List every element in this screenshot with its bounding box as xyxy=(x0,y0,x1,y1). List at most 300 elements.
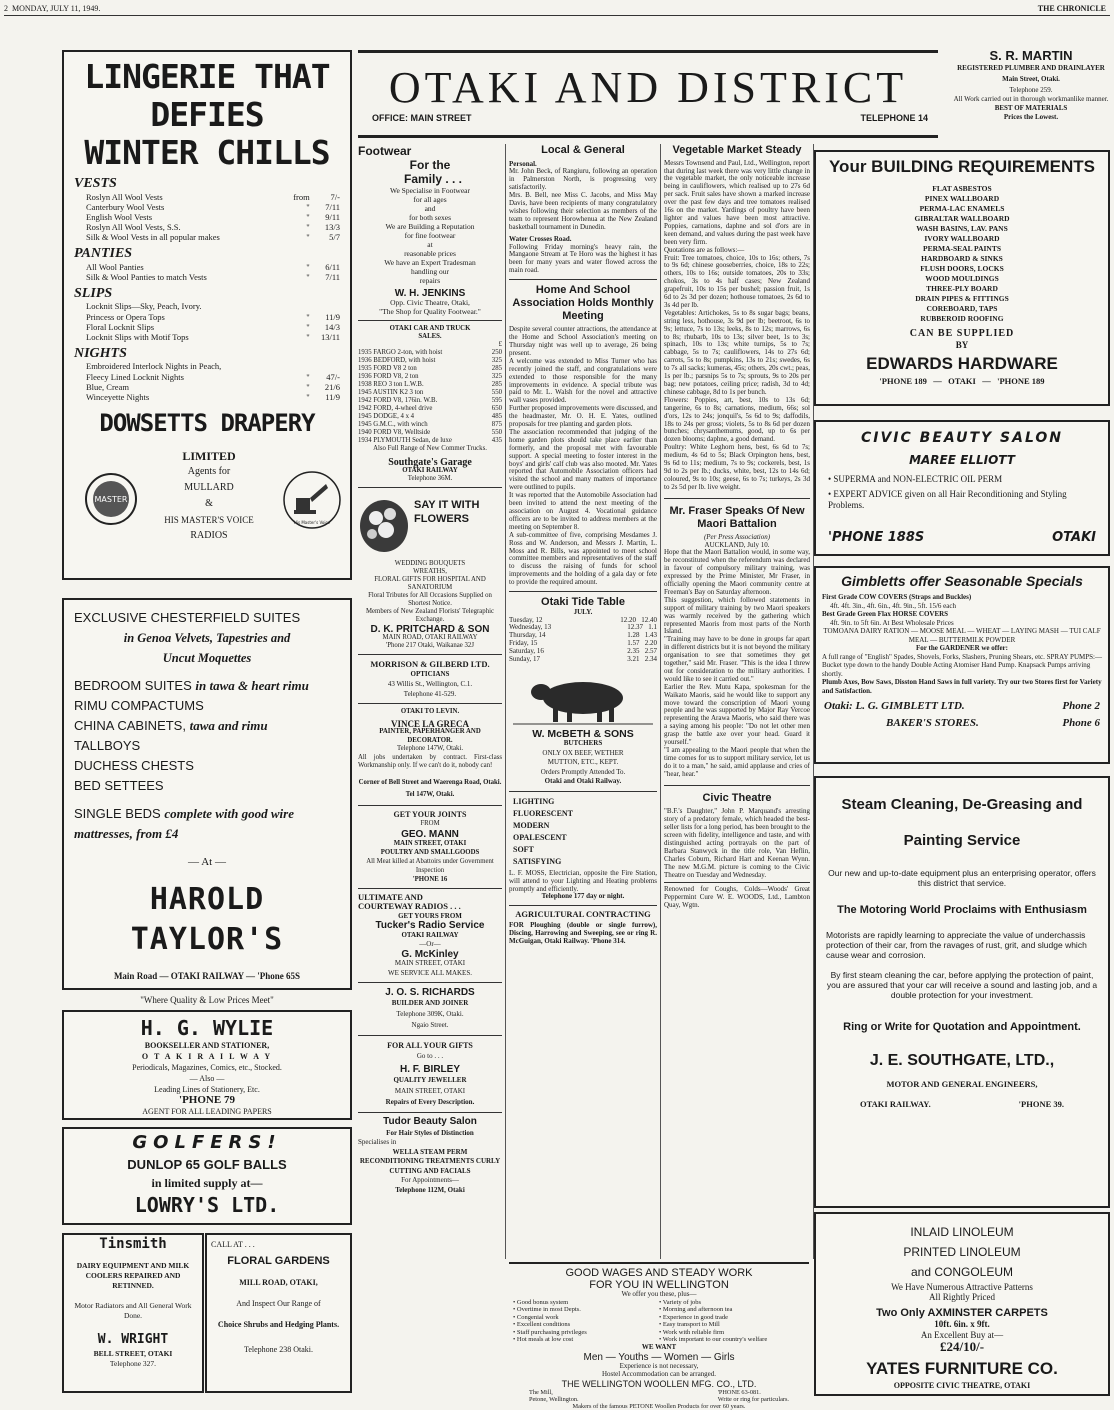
mann-l1: GET YOUR JOINTS xyxy=(393,809,467,819)
building-item: THREE-PLY BOARD xyxy=(926,284,998,293)
fraser-heading: Mr. Fraser Speaks Of New Maori Battalion xyxy=(669,504,805,530)
building-heading: Your BUILDING REQUIREMENTS xyxy=(828,157,1096,176)
tide-pm: 1.43 xyxy=(644,631,657,640)
building-item: FLUSH DOORS, LOCKS xyxy=(920,264,1004,273)
garage-rows xyxy=(358,349,502,445)
wylie-line5: Leading Lines of Stationery, Etc. xyxy=(154,1085,260,1094)
price-row xyxy=(74,212,340,222)
gimblett-l5: TOMOANA DAIRY RATION — MOOSE MEAL — WHEAT — LAYING MASH — TUI CALF MEAL — BUTTERMILK POWDER xyxy=(823,627,1101,644)
yates-l8: An Excellent Buy at— xyxy=(920,1329,1004,1340)
hmv-logo xyxy=(282,470,342,530)
civic-theatre-heading: Civic Theatre xyxy=(702,791,772,804)
beauty-salon-ad xyxy=(814,420,1110,556)
birley-l1: FOR ALL YOUR GIFTS xyxy=(387,1041,473,1050)
jenkins-line: for all ages xyxy=(413,195,447,204)
building-item: COREBOARD, TAPS xyxy=(926,304,998,313)
header-rule xyxy=(4,15,1110,16)
fraser-p1: Hope that the Maori Battalion would, in some way, be reconstituted when the referendum was declared in favour of compulsory military training, was expressed by the Prime Minister, Mr Fraser, in officially opening the Maori community centre at Freeman's Bay on Saturday afternoon. xyxy=(664,548,810,596)
truck-row xyxy=(358,397,502,405)
price-row-item: Floral Locknit Slips xyxy=(86,322,154,333)
truck-item: 1936 BEDFORD, with hoist xyxy=(358,357,436,364)
southgate-body xyxy=(816,852,1108,1036)
truck-price: 250 xyxy=(491,349,502,356)
price-row-value: 13/3 xyxy=(324,222,340,233)
tide-am: 1.57 xyxy=(627,639,640,648)
hmv-text: HIS MASTER'S VOICE xyxy=(164,514,254,525)
price-row xyxy=(74,322,340,332)
veg-p2: Quotations are as follows:— xyxy=(664,245,745,254)
jenkins-line: handling our xyxy=(410,267,450,276)
woollen-bullet: • Work important to our country's welfare xyxy=(659,1336,768,1344)
price-row xyxy=(74,222,340,232)
birley-name: H. F. BIRLEY xyxy=(399,1064,460,1075)
richards-name: J. O. S. RICHARDS xyxy=(385,987,475,998)
truck-row xyxy=(358,437,502,445)
veg-p4: Vegetables: Artichokes, 5s to 8s sugar bags; beans, string less, hothouse, 3s 9d per lb; beetroot, 6s to 9s; lettuce, 7s to 13s; leeks, 8s to 12s; marrows, 6s to 8s; rhubarb, 10s to 13s; silver beet, 1s to 3s; spinach, 10s to 13s; white turnips, 5s to 7s; cabbage, 5s to 7s; cauliflowers, 14s to 27s 6d; carrots, 5s to 8s; pumpkins, 13s to 21s; swedes, 6s to 7s all sacks; kumeras, 45s; others, 20s cwt.; peas, 1s per lb.; parsnips 5s to 7s; sprouts, 9s to 20s per bag; new potatoes, ceiling price; radish, 3d to 4d; chinese cabbage, 8d to 1s per bunch. xyxy=(664,308,810,396)
amp-text: & xyxy=(205,497,213,509)
mann-tel: 'PHONE 16 xyxy=(412,875,448,883)
wylie-line1: BOOKSELLER AND STATIONER, xyxy=(144,1041,270,1050)
gimblett-l8: Plumb Axes, Bow Saws, Disston Hand Saws in full variety. Try our two Stores first for Variety and Satisfaction. xyxy=(822,678,1102,695)
woollen-bullet: • Hot meals at low cost xyxy=(513,1336,574,1344)
floral-line2: Choice Shrubs and Hedging Plants. xyxy=(217,1320,340,1329)
wylie-agent: AGENT FOR ALL LEADING PAPERS xyxy=(142,1107,272,1116)
woollen-bullet: • Variety of jobs xyxy=(659,1298,702,1306)
truck-price: 485 xyxy=(491,413,502,420)
price-row-mark: " xyxy=(306,332,310,343)
tudor-ad xyxy=(358,1117,502,1195)
beauty-name: MAREE ELLIOTT xyxy=(909,453,1015,468)
paper-name: THE CHRONICLE xyxy=(1037,4,1106,13)
tucker-l2: COURTEWAY RADIOS . . . xyxy=(358,901,461,911)
woollen-ad xyxy=(509,1262,809,1410)
tudor-l3: WELLA STEAM PERM xyxy=(392,1147,468,1156)
price-row-item: Roslyn All Wool Vests, S.S. xyxy=(86,222,181,233)
pritchard-line4: Floral Tributes for All Occasions Supplied on Shortest Notice. xyxy=(368,592,492,607)
pritchard-line1: WEDDING BOUQUETS xyxy=(394,560,466,567)
morrison-address: 43 Willis St., Wellington, C.1. xyxy=(387,680,473,688)
price-row-item: Roslyn All Wool Vests xyxy=(86,192,163,203)
wright-line1: DAIRY EQUIPMENT AND MILK COOLERS REPAIRED AND RETINNED. xyxy=(76,1261,190,1290)
tudor-l4: RECONDITIONING TREATMENTS CURLY CUTTING AND FACIALS xyxy=(359,1157,501,1175)
bull-icon xyxy=(509,668,657,728)
woollen-offer: We offer you these, plus— xyxy=(621,1290,697,1298)
floral-line1: And Inspect Our Range of xyxy=(236,1299,321,1308)
genoa-line: in Genoa Velvets, Tapestries and xyxy=(123,631,291,645)
greca-name: VINCE LA GRECA xyxy=(390,718,469,729)
moss-word: MODERN xyxy=(513,820,550,830)
moss-words xyxy=(509,796,657,868)
tudor-heading: Tudor Beauty Salon xyxy=(383,1116,477,1127)
mullard-logo-text: MASTER xyxy=(94,494,128,504)
building-item: RUBBEROID ROOFING xyxy=(920,314,1004,323)
woods-ad: Renowned for Coughs, Colds—Woods' Great Peppermint Cure W. E. WOODS, Ltd., Lambton Quay, Wgtn. xyxy=(664,885,810,910)
truck-row xyxy=(358,429,502,437)
truck-price: 285 xyxy=(491,365,502,372)
tucker-l1: ULTIMATE AND xyxy=(358,891,423,902)
southgate-tel: 'PHONE 39. xyxy=(1018,1099,1065,1110)
morrison-ad xyxy=(358,659,502,699)
tudor-l5: For Appointments— xyxy=(401,1176,459,1184)
building-item: PINEX WALLBOARD xyxy=(924,194,1000,203)
southgate-p3: By first steam cleaning the car, before applying the protection of paint, you are assured that your car will receive a sound and lasting job, and a double protection for your investment. xyxy=(826,970,1098,1000)
jenkins-line: for both sexes xyxy=(408,213,452,222)
local-p1: Mr. John Beck, of Rangiuru, following an operation in Palmerston North, is progressing very satisfactorily. xyxy=(509,167,657,192)
store-footer xyxy=(64,442,350,562)
vests-heading: VESTS xyxy=(74,176,117,191)
price-row xyxy=(74,332,340,342)
truck-item: 1940 FORD V8, Welltside xyxy=(358,429,431,436)
jenkins-line: and xyxy=(424,204,436,213)
woollen-bullet-text: Work important to our country's welfare xyxy=(662,1336,768,1344)
mann-l2: FROM xyxy=(420,819,440,827)
tide-pm: 2.20 xyxy=(644,639,657,648)
school-p6: A sub-committee of five, comprising Mesdames J. Ross and W. Anderson, and Messrs J. Martin, L. Moss and R. Bills, was appointed to meet school committee members and representatives of the staff to discuss the raising of funds for school improvements and the holding of a gala day or fete to provide the required amount. xyxy=(509,530,657,587)
hmv-logo-text: His Master's Voice xyxy=(293,519,331,525)
pritchard-address: MAIN ROAD, OTAKI RAILWAY xyxy=(382,634,478,641)
lowrys-name: LOWRY'S LTD. xyxy=(134,1193,280,1218)
school-p4: The association recommended that judging of the home garden plots should take place earlier than formerly, and the proposal met with favourable support. A special meeting to foster interest in the boys' and girls' calf club was also mooted. Mr. Yates reported that Automobile Association officers had visited the school and many matters of importance were outlined to pupils. xyxy=(509,427,657,492)
yates-l2: PRINTED LINOLEUM xyxy=(903,1245,1021,1259)
floral-heading: FLORAL GARDENS xyxy=(227,1255,330,1267)
can-supplied: CAN BE SUPPLIED xyxy=(909,328,1015,339)
agents-block xyxy=(134,448,284,544)
woollen-bullet: • Morning and afternoon tea xyxy=(659,1306,733,1314)
richards-ad xyxy=(358,987,502,1031)
pritchard-line3: FLORAL GIFTS FOR HOSPITAL AND SANATORIUM xyxy=(374,576,486,591)
birley-l3: Repairs of Every Description. xyxy=(385,1098,475,1106)
tudor-l1: For Hair Styles of Distinction xyxy=(386,1128,474,1137)
truck-price: 435 xyxy=(491,437,502,444)
yates-l7: 10ft. 6in. x 9ft. xyxy=(934,1319,990,1330)
southgate-p2: Motorists are rapidly learning to appreciate the value of underchassis protection of their car, from the ravages of rust, grit, and sludge which cause wear and corrosion. xyxy=(826,930,1087,960)
jenkins-h1: Footwear xyxy=(358,144,412,158)
woollen-exp: Experience is not necessary, xyxy=(619,1362,699,1371)
tide-pm: 12.40 xyxy=(641,615,657,624)
vests-list xyxy=(74,192,340,242)
veg-p1: Messrs Townsend and Paul, Ltd., Wellington, report that during last week there was very little change in the vegetable market, the only noticeable increase being in cauliflowers, which realised up to 27s 6d per sack. Fruit sales have shown a marked increase over the past few days and tree tomatoes realised 16s on the market. Yardings of poultry have been lighter and values have been most attractive. Poppies, carnations, daphne and sol d'ors are in keen demand, and values during the past week have been very firm. xyxy=(664,158,810,246)
wright-ad xyxy=(62,1233,204,1393)
truck-price: 285 xyxy=(491,381,502,388)
school-p5: It was reported that the Automobile Association had been invited to attend the next meeting of the association on August 4. Vocational guidance officers are to be invited to address members at the meeting on September 8. xyxy=(509,491,657,531)
price-row xyxy=(74,262,340,272)
call-at-line: CALL AT . . . xyxy=(211,1240,255,1249)
gimblett-l3: Best Grade Green Flax HORSE COVERS xyxy=(822,610,949,618)
tucker-ad xyxy=(358,893,502,979)
price-row xyxy=(74,202,340,212)
price-row-item: Princess or Opera Tops xyxy=(86,312,165,323)
price-row-mark: " xyxy=(306,222,310,233)
woollen-phone: 'PHONE 63-081. xyxy=(717,1388,761,1396)
moss-word: SOFT xyxy=(513,844,534,854)
woollen-bullet-text: Good bonus system xyxy=(516,1298,569,1306)
steam-heading-1: Steam Cleaning, De-Greasing and xyxy=(841,796,1083,813)
steam-heading-2: Painting Service xyxy=(903,832,1021,849)
panties-list xyxy=(74,262,340,282)
slips-heading: SLIPS xyxy=(74,286,113,302)
golfers-ad xyxy=(62,1127,352,1225)
gimblett-heading: Gimbletts offer Seasonable Specials xyxy=(841,573,1083,589)
wylie-name: H. G. WYLIE xyxy=(140,1016,274,1040)
school-p1: Despite several counter attractions, the attendance at the Home and School Association's meeting on Thursday night was well up to average, 26 being present. xyxy=(509,325,657,357)
woollen-bullet-text: Staff purchasing privileges xyxy=(516,1328,587,1336)
pritchard-h2: FLOWERS xyxy=(414,513,469,525)
jenkins-line: We Specialise in Footwear xyxy=(390,186,470,195)
school-p3: Further proposed improvements were discussed, and the headmaster, Mr. O. H. E. Yates, outlined proposals for tree planting and garden plots. xyxy=(509,404,657,429)
taylor-name: HAROLD TAYLOR'S xyxy=(130,882,284,957)
birley-address: MAIN STREET, OTAKI xyxy=(394,1087,466,1095)
birley-l2: Go to . . . xyxy=(416,1052,444,1060)
price-row-value: 21/6 xyxy=(324,381,340,392)
gimblett-ad xyxy=(814,566,1110,764)
birley-ad xyxy=(358,1040,502,1108)
tide-am: 3.21 xyxy=(627,654,640,663)
dunlop-line: DUNLOP 65 GOLF BALLS xyxy=(127,1156,287,1172)
fraser-p3: "Training may have to be done in groups far apart in different districts but it is not beyond the military organisation to see that sometimes they get together," said Mr. Fraser. "This is the idea I threw out for consideration to the military authorities. I would like to see it carried out." xyxy=(664,635,810,683)
tide-pm: 2.57 xyxy=(644,646,657,655)
woollen-bullet: • Staff purchasing privileges xyxy=(513,1328,587,1336)
mullard-logo xyxy=(84,472,139,527)
price-row xyxy=(74,312,340,322)
pritchard-line2: WREATHS, xyxy=(413,568,447,575)
local-p2: Mrs. B. Bell, nee Miss C. Jacobs, and Miss May Davis, have been recipients of many congratulatory wishes following their selection as members of the team to represent Horowhenua at the New Zealand basketball tournament in Dunedin. xyxy=(509,191,657,231)
beauty-body xyxy=(816,468,1108,517)
price-row-item: English Wool Vests xyxy=(86,212,153,223)
jenkins-name: W. H. JENKINS xyxy=(394,288,466,299)
school-p2: A welcome was extended to Miss Turner who has recently joined the staff, and congratulations were extended to those responsible for the many improvements in evidence. A special tribute was paid to Mr. L. Walsh for the novel and attractive wall vases provided. xyxy=(509,356,657,405)
price-row-mark: " xyxy=(306,381,310,392)
china-line: CHINA CABINETS, tawa and rimu xyxy=(74,718,268,733)
yates-l6: Two Only AXMINSTER CARPETS xyxy=(876,1306,1048,1319)
tide-am: 2.35 xyxy=(627,646,640,655)
woollen-right-list xyxy=(659,1299,805,1344)
mckinley-address: MAIN STREET, OTAKI xyxy=(394,959,466,967)
truck-item: 1935 FARGO 2-ton, with hoist xyxy=(358,349,443,356)
truck-price: 550 xyxy=(491,389,502,396)
mcbeth-sub: BUTCHERS xyxy=(563,739,603,748)
garage-address: OTAKI RAILWAY xyxy=(402,467,458,474)
limited-text: LIMITED xyxy=(182,448,236,463)
tide-heading: Otaki Tide Table xyxy=(541,596,625,609)
woollen-bullet-text: Morning and afternoon tea xyxy=(662,1306,733,1314)
wright-address: BELL STREET, OTAKI xyxy=(93,1349,173,1358)
price-row-item: Fleecy Lined Locknit Nights xyxy=(86,371,184,382)
jenkins-line: repairs xyxy=(419,276,441,285)
local-general-heading: Local & General xyxy=(541,144,625,156)
woollen-name: THE WELLINGTON WOOLLEN MFG. CO., LTD. xyxy=(561,1378,757,1389)
mcbeth-name: W. McBETH & SONS xyxy=(532,727,634,740)
garage-name: Southgate's Garage xyxy=(388,457,472,468)
masthead-telephone: TELEPHONE 14 xyxy=(860,112,928,123)
dowsetts-ad xyxy=(62,50,352,580)
martin-l6: Prices the Lowest. xyxy=(1003,113,1059,121)
tucker-heading: Tucker's Radio Service xyxy=(375,920,485,931)
woollen-footer xyxy=(509,1389,809,1403)
gimblett-body xyxy=(816,590,1108,698)
bedroom-line: BEDROOM SUITES in tawa & heart rimu xyxy=(74,678,309,693)
building-item: DRAIN PIPES & FITTINGS xyxy=(915,294,1009,303)
woollen-bullet-text: Hot meals at low cost xyxy=(516,1336,574,1344)
tide-day: Thursday, 14 xyxy=(509,631,546,640)
jenkins-lines xyxy=(358,186,502,285)
price-row-mark: " xyxy=(306,312,310,323)
moss-word: FLUORESCENT xyxy=(513,808,574,818)
masthead-office: OFFICE: MAIN STREET xyxy=(372,112,472,123)
price-row-value: 7/11 xyxy=(325,202,340,213)
truck-row xyxy=(358,349,502,357)
price-row-value: 7/- xyxy=(330,192,340,203)
woollen-bullet: • Congenial work xyxy=(513,1313,559,1321)
masthead-title: OTAKI AND DISTRICT xyxy=(388,63,908,112)
veg-p5: Flowers: Poppies, art, best, 10s to 13s 6d; tangerine, 6s to 8s; carnations, medium, 66s; sol d'ors, 12s to 24s; jonquil's, 5s 6d to 9s; daffodils, 18s to 24s per gross; violets, 5s to 8s 6d per dozen bunches; chrysanthemums, good, up to 6s per dozen blooms; daphne, a good demand. xyxy=(664,395,810,444)
martin-ad xyxy=(950,48,1112,122)
slips-list xyxy=(74,312,340,342)
woollen-bullet: • Good bonus system xyxy=(513,1298,569,1306)
truck-item: 1936 FORD V8, 2 ton xyxy=(358,373,419,380)
pritchard-ad xyxy=(358,498,502,650)
morrison-sub: OPTICIANS xyxy=(410,670,450,678)
pritchard-h1: SAY IT WITH xyxy=(414,499,480,511)
tinsmith-heading: Tinsmith xyxy=(99,1236,167,1252)
martin-l2: Main Street, Otaki. xyxy=(1002,75,1060,83)
building-item: WOOD MOULDINGS xyxy=(925,274,999,283)
floral-gardens-ad xyxy=(205,1233,352,1393)
school-heading: Home And School Association Holds Monthly Meeting xyxy=(512,284,654,323)
pritchard-line5: Members of New Zealand Florists' Telegraphic Exchange. xyxy=(365,608,495,623)
gimblett-l1: First Grade COW COVERS (Straps and Buckles) xyxy=(822,593,972,601)
jenkins-line: We have an Expert Tradesman xyxy=(384,258,476,267)
woollen-bullet-text: Overtime in most Depts. xyxy=(516,1306,581,1314)
gimblett-l4: 4ft. 9in. to 5ft 6in. At Best Wholesale Prices xyxy=(830,618,954,627)
richards-sub: BUILDER AND JOINER xyxy=(391,999,469,1007)
price-row-value: 13/11 xyxy=(320,332,340,343)
gimblett-l6: For the GARDENER we offer: xyxy=(915,644,1008,652)
garage-pound: £ xyxy=(498,341,502,348)
price-row-mark: " xyxy=(306,212,310,223)
truck-row xyxy=(358,381,502,389)
tide-table xyxy=(509,617,657,664)
single-beds-line: SINGLE BEDS complete with good wire mattresses, from £4 xyxy=(74,806,294,841)
mann-l3: POULTRY AND SMALLGOODS xyxy=(380,848,480,856)
price-row-value: 9/11 xyxy=(325,212,340,223)
rimu-line: RIMU COMPACTUMS xyxy=(74,698,204,713)
mcbeth-ad xyxy=(509,727,657,787)
truck-price: 325 xyxy=(491,373,502,380)
price-row-item: Blue, Cream xyxy=(86,381,129,392)
price-row-item: Silk & Wool Vests in all popular makes xyxy=(86,232,220,243)
tucker-l3: GET YOURS FROM xyxy=(398,911,462,920)
woollen-h1: GOOD WAGES AND STEADY WORK xyxy=(565,1267,753,1279)
water-sub: Water Crosses Road. xyxy=(509,234,572,243)
wylie-line4: — Also — xyxy=(189,1074,225,1083)
price-row-value: 5/7 xyxy=(329,232,340,243)
truck-item: 1945 AUSTIN K2 3 ton xyxy=(358,389,424,396)
wright-tel: Telephone 327. xyxy=(109,1359,157,1368)
jenkins-h2: For the xyxy=(409,158,451,172)
tide-am: 12.20 xyxy=(620,615,636,624)
supply-line: in limited supply at— xyxy=(151,1175,263,1190)
jenkins-line: We are Building a Reputation xyxy=(385,222,475,231)
southgate-address: OTAKI RAILWAY. xyxy=(859,1099,931,1110)
tide-row xyxy=(509,656,657,664)
truck-item: 1945 DODGE, 4 x 4 xyxy=(358,413,415,420)
price-row-mark: " xyxy=(306,262,310,273)
slips-intro: Locknit Slips—Sky, Peach, Ivory. xyxy=(86,301,202,312)
wylie-ad xyxy=(62,1010,352,1120)
jenkins-line: for fine footwear xyxy=(404,231,456,240)
southgate-h3: The Motoring World Proclaims with Enthusiasm xyxy=(837,904,1087,916)
at-line: — At — xyxy=(188,856,226,868)
tallboys-line: TALLBOYS xyxy=(74,738,141,753)
garage-tel: Telephone 36M. xyxy=(407,475,453,482)
news-column-b xyxy=(509,144,657,1259)
building-item: HARDBOARD & SINKS xyxy=(921,254,1003,263)
yates-name: YATES FURNITURE CO. xyxy=(866,1358,1058,1378)
edwards-items xyxy=(816,184,1108,324)
price-row-value: 7/11 xyxy=(325,272,340,283)
greca-l3: All jobs undertaken by contract. First-class Workmanship only. If we can't do it, nobody can! xyxy=(358,753,502,769)
tide-day: Tuesday, 12 xyxy=(509,615,543,624)
tide-month: JULY. xyxy=(573,607,593,616)
fraser-p2: This suggestion, which followed statements in support of military training by two Maori speakers was warmly received by the gathering which represented Maoris from most parts of the North Island. xyxy=(664,595,810,636)
birley-sub: QUALITY JEWELLER xyxy=(393,1076,467,1084)
price-row-mark: " xyxy=(306,391,310,402)
truck-item: 1935 FORD V8 2 ton xyxy=(358,365,417,372)
yates-l3: and CONGOLEUM xyxy=(910,1265,1014,1279)
jenkins-h3: Family . . . xyxy=(404,172,463,186)
contracting-heading: AGRICULTURAL CONTRACTING xyxy=(515,909,651,920)
woollen-mill: The Mill, xyxy=(529,1388,553,1396)
woollen-want: WE WANT xyxy=(641,1342,677,1351)
wylie-phone: 'PHONE 79 xyxy=(179,1094,235,1106)
taylor-motto: "Where Quality & Low Prices Meet" xyxy=(140,995,274,1005)
martin-l4: All Work carried out in thorough workmanlike manner. xyxy=(953,95,1109,103)
yates-l1: INLAID LINOLEUM xyxy=(910,1225,1014,1239)
truck-row xyxy=(358,405,502,413)
mckinley-name: G. McKinley xyxy=(401,948,459,960)
moss-word: LIGHTING xyxy=(513,796,555,806)
southgate-name: J. E. SOUTHGATE, LTD., xyxy=(869,1052,1055,1069)
mcbeth-l3: Orders Promptly Attended To. xyxy=(540,767,626,776)
truck-price: 875 xyxy=(491,421,502,428)
price-row-value: 6/11 xyxy=(325,262,340,273)
edwards-phone: 'PHONE 189 — OTAKI — 'PHONE 189 xyxy=(879,376,1045,387)
price-row-value: 47/- xyxy=(326,371,340,382)
price-row-value: 14/3 xyxy=(324,322,340,333)
pritchard-name: D. K. PRITCHARD & SON xyxy=(370,624,490,635)
truck-price: 595 xyxy=(491,397,502,404)
masthead xyxy=(358,50,938,138)
woollen-bullet-text: Excellent conditions xyxy=(516,1321,571,1329)
tide-day: Friday, 15 xyxy=(509,639,538,648)
jenkins-line: at xyxy=(427,240,433,249)
richards-tel: Telephone 309K, Otaki. xyxy=(396,1010,464,1018)
truck-item: 1938 REO 3 ton L.W.B. xyxy=(358,381,424,388)
veg-p3: Fruit: Tree tomatoes, choice, 10s to 16s; others, 7s to 9s 6d; chinese gooseberries, choice, 18s to 22s; others, 10s to 16s; outside tomatoes, 20s to 33s; chokos, 3s to 4s half cases; New Zealand grapefruit, 10s to 15s per bushel; passion fruit, 1s 6d to 2s 3d per dozen; hothouse tomatoes, 2s 6d to 3s 4d per lb. xyxy=(664,253,810,309)
price-row-mark: " xyxy=(306,322,310,333)
truck-item: 1942 FORD V8, 176in. W.B. xyxy=(358,397,438,404)
garage-h1: OTAKI CAR AND TRUCK xyxy=(389,325,471,332)
price-row xyxy=(74,372,340,382)
morrison-tel: Telephone 41-529. xyxy=(403,690,457,698)
tide-am: 12.37 xyxy=(627,623,643,632)
truck-row xyxy=(358,365,502,373)
garage-note: Also Full Range of New Commer Trucks. xyxy=(373,445,487,452)
tucker-address: OTAKI RAILWAY xyxy=(401,930,459,939)
gimblett-l2: 4ft. 4ft. 3in., 4ft. 6in., 4ft. 9in., 5ft. 15/6 each xyxy=(830,601,956,610)
yates-price: £24/10/- xyxy=(939,1339,985,1355)
building-item: FLAT ASBESTOS xyxy=(932,184,992,193)
